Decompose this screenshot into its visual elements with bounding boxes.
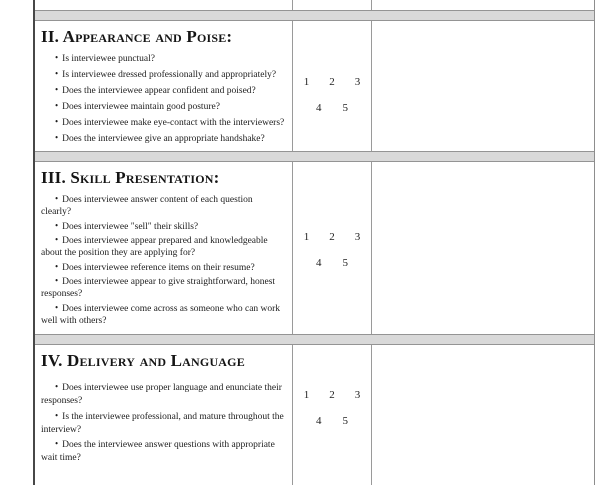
question-item	[41, 132, 285, 146]
question-item	[41, 275, 285, 300]
rating-value: 4	[316, 415, 322, 427]
question-text: Is interviewee punctual?	[62, 54, 156, 64]
question-list	[41, 381, 285, 465]
rating-scale-row2	[316, 102, 348, 115]
bullet-icon: •	[55, 261, 59, 271]
question-item	[41, 68, 285, 82]
section-row-delivery-and-language	[35, 345, 594, 485]
rating-value: 2	[329, 389, 335, 401]
question-item	[41, 220, 285, 233]
bullet-icon: •	[55, 84, 59, 95]
rating-value: 3	[354, 76, 361, 88]
question-item	[41, 438, 285, 465]
comments-cell	[371, 0, 594, 10]
bullet-icon: •	[55, 100, 59, 111]
previous-section-row-clipped	[35, 0, 594, 10]
question-item	[41, 116, 285, 130]
question-text: Does interviewee reference items on their resume?	[62, 262, 255, 273]
section-row-skill-presentation	[35, 162, 594, 334]
bullet-icon: •	[55, 302, 59, 312]
bullet-icon: •	[55, 381, 59, 392]
bullet-icon: •	[55, 438, 59, 449]
rating-value: 4	[316, 102, 322, 114]
rating-cell	[292, 21, 371, 151]
question-item	[41, 261, 285, 274]
rating-scale-row1	[304, 231, 361, 244]
question-list	[41, 52, 285, 146]
question-text: Does interviewee appear to give straightforward, honest responses?	[41, 277, 276, 299]
bullet-icon: •	[55, 52, 59, 63]
rating-value: 2	[329, 76, 335, 88]
separator-band	[35, 334, 594, 345]
rating-value: 2	[329, 231, 335, 243]
bullet-icon: •	[55, 410, 59, 420]
rating-value: 5	[342, 102, 348, 114]
bullet-icon: •	[55, 68, 59, 79]
question-text: Does the interviewee appear confident and poised?	[62, 86, 256, 96]
question-item	[41, 100, 285, 114]
bullet-icon: •	[55, 193, 59, 204]
bullet-icon: •	[55, 275, 59, 286]
rating-value: 5	[342, 415, 348, 427]
question-item	[41, 410, 285, 437]
section-heading: II. Appearance and Poise:	[41, 27, 233, 46]
section-row-appearance-and-poise	[35, 21, 594, 151]
rating-scale-row2	[316, 257, 348, 270]
question-item	[41, 302, 285, 327]
question-item	[41, 84, 285, 98]
question-item	[41, 193, 285, 218]
criteria-cell	[35, 345, 292, 485]
rating-cell	[292, 0, 371, 10]
rating-value: 1	[303, 389, 310, 401]
criteria-cell	[35, 162, 292, 334]
rating-value: 1	[303, 76, 310, 88]
question-text: Does interviewee make eye-contact with the interviewers?	[62, 118, 285, 128]
question-text: Does the interviewee answer questions with appropriate wait time?	[41, 440, 275, 463]
question-text: Is the interviewee professional, and mature throughout the interview?	[41, 411, 284, 435]
section-heading: IV. Delivery and Language	[41, 351, 245, 370]
question-item	[41, 52, 285, 66]
rating-value: 3	[354, 231, 361, 243]
question-text: Does the interviewee give an appropriate handshake?	[62, 134, 265, 144]
question-item	[41, 234, 285, 259]
question-text: Does interviewee maintain good posture?	[62, 102, 220, 112]
bullet-icon: •	[55, 116, 59, 127]
question-text: Does interviewee use proper language and enunciate their responses?	[41, 383, 282, 406]
rating-cell	[292, 345, 371, 485]
question-item	[41, 381, 285, 408]
separator-band	[35, 10, 594, 21]
rating-scale-row2	[316, 415, 348, 428]
question-text: Does interviewee come across as someone who can work well with others?	[41, 303, 281, 326]
comments-cell	[371, 162, 594, 334]
comments-cell	[371, 345, 594, 485]
bullet-icon: •	[55, 220, 59, 230]
comments-cell	[371, 21, 594, 151]
rating-value: 4	[316, 257, 322, 269]
rating-value: 1	[303, 231, 310, 243]
rating-cell	[292, 162, 371, 334]
rating-scale-row1	[304, 389, 361, 402]
question-list	[41, 193, 285, 327]
criteria-cell	[35, 0, 292, 10]
bullet-icon: •	[55, 234, 59, 245]
criteria-cell	[35, 21, 292, 151]
separator-band	[35, 151, 594, 162]
rating-scale-row1	[304, 76, 361, 89]
question-text: Does interviewee "sell" their skills?	[62, 221, 199, 232]
section-heading: III. Skill Presentation:	[41, 168, 220, 187]
rating-value: 3	[354, 389, 361, 401]
question-text: Does interviewee answer content of each question clearly?	[41, 195, 253, 217]
bullet-icon: •	[55, 132, 59, 143]
evaluation-table	[33, 0, 595, 485]
question-text: Is interviewee dressed professionally and appropriately?	[62, 70, 277, 80]
question-text: Does interviewee appear prepared and knowledgeable about the position they are applying for?	[41, 236, 268, 258]
rating-value: 5	[342, 257, 348, 269]
